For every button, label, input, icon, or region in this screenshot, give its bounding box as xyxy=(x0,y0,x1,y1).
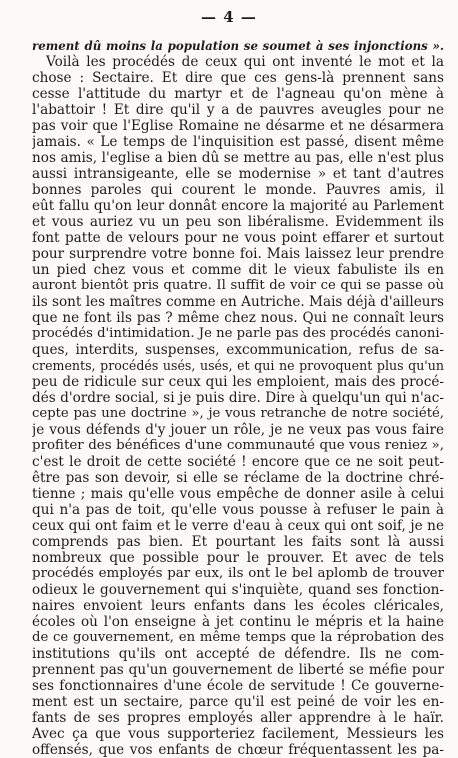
text-line: font patte de velours pour ne vous point effarer et surtout xyxy=(32,230,444,246)
text-line: cepte pas une doctrine », je vous retranche de notre société, xyxy=(32,406,444,421)
body-text xyxy=(32,38,444,758)
text-line: bonnes paroles qui courent le monde. Pauvres amis, il xyxy=(32,182,444,198)
text-line: ils sont les maîtres comme en Autriche. Mais déjà d'ailleurs xyxy=(32,294,444,310)
text-line: nos amis, l'eglise a bien dû se mettre au pas, elle n'est plus xyxy=(32,150,444,166)
text-line: être pas son devoir, si elle se réclame de la doctrine chré- xyxy=(32,470,444,486)
text-line: ceux qui ont faim et le verre d'eau à ceux qui ont soif, je ne xyxy=(32,518,444,534)
text-line: ses fonctionnaires d'une école de servitude ! Ce gouverne- xyxy=(32,678,444,694)
text-line: nombreux que possible pour le prouver. Et avec de tels xyxy=(32,550,444,566)
text-line: auront bientôt pris quatre. Il suffit de voir ce qui se passe où xyxy=(32,278,444,293)
text-line: de ce gouvernement, en même temps que la réprobation des xyxy=(32,630,444,645)
text-line: crements, procédés usés, usés, et qui ne provoquent plus qu'un xyxy=(32,358,444,373)
text-line: jamais. « Le temps de l'inquisition est passé, disent même xyxy=(32,134,444,150)
page-number: — 4 — xyxy=(201,8,257,26)
text-line: je vous défends d'y jouer un rôle, je ne veux pas vous faire xyxy=(32,422,444,438)
text-line: ques, interdits, suspenses, excommunication, refus de sa- xyxy=(32,342,444,358)
text-line: c'est le droit de cette société ! encore que ce ne soit peut- xyxy=(32,454,444,470)
text-line: pas voir que l'Eglise Romaine ne désarme et ne désarmera xyxy=(32,118,444,134)
text-line: Avec ça que vous supporteriez facilement, Messieurs les xyxy=(32,726,444,742)
text-line: odieux le gouvernement qui s'inquiète, quand ses fonction- xyxy=(32,582,444,598)
text-line: qui n'a pas de toit, qu'elle vous pousse à refuser le pain à xyxy=(32,502,444,518)
text-line: chose : Sectaire. Et dire que ces gens-là prennent sans xyxy=(32,70,444,86)
text-line: naires envoient leurs enfants dans les écoles cléricales, xyxy=(32,598,444,614)
text-line: procédés d'intimidation. Je ne parle pas des procédés canoni- xyxy=(32,326,444,341)
text-line: l'abattoir ! Et dire qu'il y a de pauvres aveugles pour ne xyxy=(32,102,444,118)
text-line: dés d'ordre social, si je puis dire. Dire à quelqu'un qui n'ac- xyxy=(32,390,444,406)
text-line: prennent pas qu'un gouvernement de liberté se méfie pour xyxy=(32,662,444,678)
text-line: peu de ridicule sur ceux qui les emploient, mais des procé- xyxy=(32,374,444,390)
text-line: rement dû moins la population se soumet à ses injonctions ». xyxy=(32,39,444,53)
text-line: que ne font ils pas ? même chez nous. Qui ne connaît leurs xyxy=(32,310,444,326)
text-line: procédés employés par eux, ils ont le bel aplomb de trouver xyxy=(32,566,444,581)
text-line: ment est un sectaire, parce qu'il est peiné de voir les en- xyxy=(32,694,444,710)
text-line: eût fallu qu'on leur donnât encore la majorité au Parlement xyxy=(32,198,444,214)
text-line: écoles où l'on enseigne à jet continu le mépris et la haine xyxy=(32,614,444,630)
text-line: fants de ses propres employés aller apprendre à le haïr. xyxy=(32,710,444,726)
text-line: tienne ; mais qu'elle vous empêche de donner asile à celui xyxy=(32,486,444,502)
text-line: Voilà les procédés de ceux qui ont inventé le mot et la xyxy=(46,54,444,70)
text-line: institutions qu'ils ont accepté de défendre. Ils ne com- xyxy=(32,646,444,662)
text-line: comprends pas bien. Et pourtant les faits sont là aussi xyxy=(32,534,444,550)
text-line: un pied chez vous et comme dit le vieux fabuliste ils en xyxy=(32,262,444,278)
text-line: cesse l'attitude du martyr et de l'agneau qu'on mène à xyxy=(32,86,444,102)
text-line: pour surprendre votre bonne foi. Mais laissez leur prendre xyxy=(32,246,444,262)
text-line: profiter des bénéfices d'une communauté que vous reniez », xyxy=(32,438,444,453)
text-line: et vous auriez vu un peu son libéralisme. Evidemment ils xyxy=(32,214,444,230)
text-line: aussi intransigeante, elle se modernise » et tant d'autres xyxy=(32,166,444,182)
text-line: offensés, que vos enfants de chœur fréquentassent les pa- xyxy=(32,742,444,758)
